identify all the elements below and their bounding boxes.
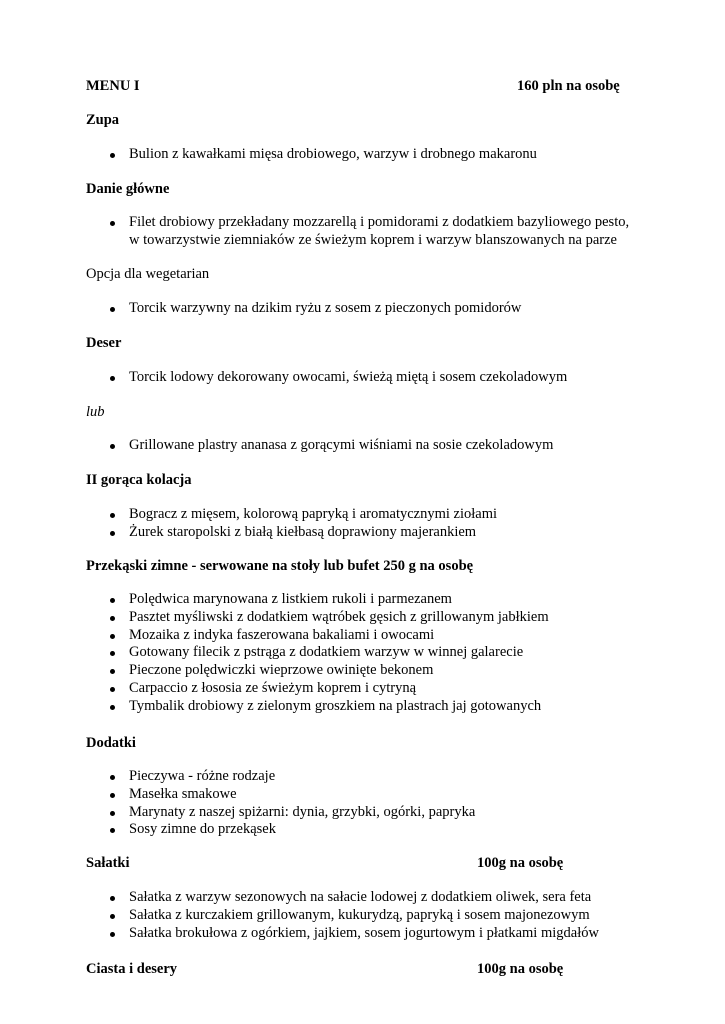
- list-item: Pieczywa - różne rodzaje: [0, 768, 725, 786]
- bullet-icon: [110, 932, 115, 937]
- bullet-icon: [110, 793, 115, 798]
- extras-list: [0, 768, 725, 839]
- bullet-icon: [110, 616, 115, 621]
- list-item: Pasztet myśliwski z dodatkiem wątróbek gęsich z grillowanym jabłkiem: [0, 609, 725, 627]
- list-item: Sałatka brokułowa z ogórkiem, jajkiem, sosem jogurtowym i płatkami migdałów: [0, 925, 725, 943]
- dessert-alt-list: [0, 437, 725, 455]
- list-item: Bogracz z mięsem, kolorową papryką i aromatycznymi ziołami: [0, 506, 725, 524]
- or-label: lub: [86, 404, 105, 420]
- bullet-icon: [110, 221, 115, 226]
- dessert-list: [0, 369, 725, 387]
- list-item: Polędwica marynowana z listkiem rukoli i parmezanem: [0, 591, 725, 609]
- bullet-icon: [110, 307, 115, 312]
- hot-dinner-list: [0, 506, 725, 542]
- bullet-icon: [110, 828, 115, 833]
- vegetarian-label: Opcja dla wegetarian: [86, 266, 210, 282]
- list-item: Grillowane plastry ananasa z gorącymi wiśniami na sosie czekoladowym: [0, 437, 725, 455]
- salads-portion: 100g na osobę: [477, 855, 564, 871]
- list-item: Sałatka z kurczakiem grillowanym, kukurydzą, papryką i sosem majonezowym: [0, 907, 725, 925]
- bullet-icon: [110, 669, 115, 674]
- extras-heading: Dodatki: [86, 735, 136, 751]
- menu-price: 160 pln na osobę: [517, 78, 620, 94]
- bullet-icon: [110, 811, 115, 816]
- bullet-icon: [110, 896, 115, 901]
- list-item: Sosy zimne do przekąsek: [0, 821, 725, 839]
- bullet-icon: [110, 914, 115, 919]
- bullet-icon: [110, 444, 115, 449]
- bullet-icon: [110, 531, 115, 536]
- list-item: Żurek staropolski z białą kiełbasą doprawiony majerankiem: [0, 524, 725, 542]
- salads-list: [0, 889, 725, 942]
- list-item: Bulion z kawałkami mięsa drobiowego, warzyw i drobnego makaronu: [0, 146, 725, 164]
- list-item: Carpaccio z łososia ze świeżym koprem i cytryną: [0, 680, 725, 698]
- bullet-icon: [110, 705, 115, 710]
- bullet-icon: [110, 153, 115, 158]
- salads-heading: Sałatki: [86, 855, 130, 871]
- list-item: Masełka smakowe: [0, 786, 725, 804]
- list-item: Torcik warzywny na dzikim ryżu z sosem z pieczonych pomidorów: [0, 300, 725, 318]
- bullet-icon: [110, 775, 115, 780]
- cakes-heading: Ciasta i desery: [86, 961, 178, 977]
- dessert-heading: Deser: [86, 335, 122, 351]
- list-item: Filet drobiowy przekładany mozzarellą i pomidorami z dodatkiem bazyliowego pesto, w towarzystwie ziemniaków ze świeżym koprem i warzyw blanszowanych na parze: [0, 214, 725, 250]
- list-item: Gotowany filecik z pstrąga z dodatkiem warzyw w winnej galarecie: [0, 644, 725, 662]
- cakes-portion: 100g na osobę: [477, 961, 564, 977]
- list-item: Marynaty z naszej spiżarni: dynia, grzybki, ogórki, papryka: [0, 804, 725, 822]
- main-course-list: [0, 214, 725, 250]
- main-course-heading: Danie główne: [86, 181, 170, 197]
- bullet-icon: [110, 513, 115, 518]
- cold-appetizers-list: [0, 591, 725, 716]
- hot-dinner-heading: II gorąca kolacja: [86, 472, 192, 488]
- bullet-icon: [110, 598, 115, 603]
- list-item: Torcik lodowy dekorowany owocami, świeżą miętą i sosem czekoladowym: [0, 369, 725, 387]
- soup-heading: Zupa: [86, 112, 120, 128]
- soup-list: [0, 146, 725, 164]
- list-item: Sałatka z warzyw sezonowych na sałacie lodowej z dodatkiem oliwek, sera feta: [0, 889, 725, 907]
- bullet-icon: [110, 376, 115, 381]
- bullet-icon: [110, 687, 115, 692]
- list-item: Pieczone polędwiczki wieprzowe owinięte bekonem: [0, 662, 725, 680]
- vegetarian-list: [0, 300, 725, 318]
- bullet-icon: [110, 651, 115, 656]
- cold-appetizers-heading: Przekąski zimne - serwowane na stoły lub bufet 250 g na osobę: [86, 558, 474, 574]
- list-item: Mozaika z indyka faszerowana bakaliami i owocami: [0, 627, 725, 645]
- list-item: Tymbalik drobiowy z zielonym groszkiem na plastrach jaj gotowanych: [0, 698, 725, 716]
- menu-title: MENU I: [86, 78, 140, 94]
- bullet-icon: [110, 634, 115, 639]
